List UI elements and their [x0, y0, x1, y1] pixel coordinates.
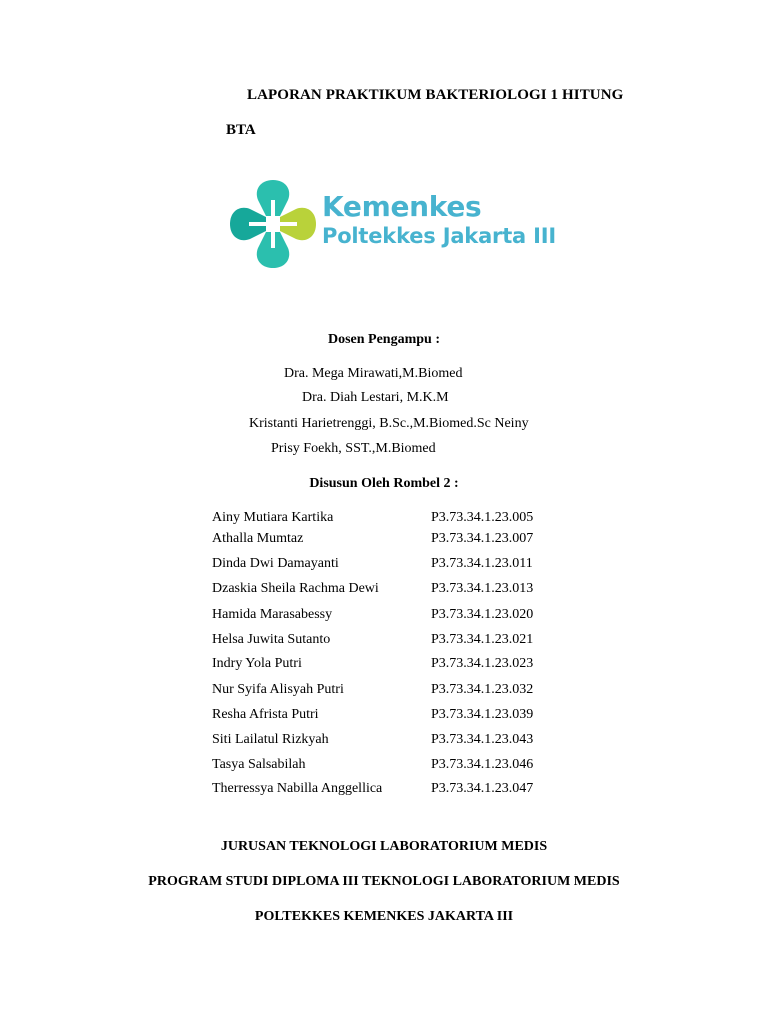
authors-heading: Disusun Oleh Rombel 2 : [309, 476, 459, 491]
kemenkes-logo [228, 178, 558, 270]
member-nim: P3.73.34.1.23.021 [431, 632, 534, 647]
lecturer-name: Kristanti Harietrenggi, B.Sc.,M.Biomed.Sc Neiny [249, 416, 529, 431]
member-row [212, 581, 572, 601]
member-row [212, 781, 572, 801]
report-title-continued: BTA [226, 122, 256, 138]
member-name: Therressya Nabilla Anggellica [212, 781, 383, 796]
member-row [212, 510, 572, 530]
member-row [212, 757, 572, 777]
lecturer-name: Dra. Diah Lestari, M.K.M [302, 390, 449, 405]
member-name: Nur Syifa Alisyah Putri [212, 682, 344, 697]
member-nim: P3.73.34.1.23.013 [431, 581, 534, 596]
member-nim: P3.73.34.1.23.005 [431, 510, 534, 525]
kemenkes-emblem-icon [228, 178, 318, 270]
member-nim: P3.73.34.1.23.020 [431, 607, 534, 622]
member-nim: P3.73.34.1.23.047 [431, 781, 534, 796]
member-name: Tasya Salsabilah [212, 757, 306, 772]
study-program-name: PROGRAM STUDI DIPLOMA III TEKNOLOGI LABORATORIUM MEDIS [148, 874, 620, 889]
member-row [212, 632, 572, 652]
member-nim: P3.73.34.1.23.032 [431, 682, 534, 697]
logo-brand-text: Kemenkes [322, 190, 482, 223]
member-name: Helsa Juwita Sutanto [212, 632, 331, 647]
institution-name: POLTEKKES KEMENKES JAKARTA III [254, 909, 514, 924]
member-nim: P3.73.34.1.23.023 [431, 656, 534, 671]
member-row [212, 531, 572, 551]
member-row [212, 607, 572, 627]
logo-subtitle-text: Poltekkes Jakarta III [322, 224, 556, 248]
member-nim: P3.73.34.1.23.046 [431, 757, 534, 772]
member-row [212, 707, 572, 727]
member-nim: P3.73.34.1.23.039 [431, 707, 534, 722]
lecturers-heading: Dosen Pengampu : [327, 332, 440, 347]
lecturer-name: Prisy Foekh, SST.,M.Biomed [271, 441, 436, 456]
report-title: LAPORAN PRAKTIKUM BAKTERIOLOGI 1 HITUNG [247, 87, 624, 103]
member-row [212, 656, 572, 676]
member-name: Athalla Mumtaz [212, 531, 304, 546]
department-name: JURUSAN TEKNOLOGI LABORATORIUM MEDIS [220, 839, 548, 854]
member-name: Resha Afrista Putri [212, 707, 319, 722]
member-name: Siti Lailatul Rizkyah [212, 732, 329, 747]
member-nim: P3.73.34.1.23.007 [431, 531, 534, 546]
member-name: Ainy Mutiara Kartika [212, 510, 334, 525]
lecturer-name: Dra. Mega Mirawati,M.Biomed [284, 366, 463, 381]
member-nim: P3.73.34.1.23.011 [431, 556, 533, 571]
member-name: Indry Yola Putri [212, 656, 302, 671]
member-row [212, 556, 572, 576]
member-row [212, 682, 572, 702]
member-name: Dzaskia Sheila Rachma Dewi [212, 581, 379, 596]
member-name: Dinda Dwi Damayanti [212, 556, 339, 571]
member-name: Hamida Marasabessy [212, 607, 333, 622]
member-row [212, 732, 572, 752]
member-nim: P3.73.34.1.23.043 [431, 732, 534, 747]
